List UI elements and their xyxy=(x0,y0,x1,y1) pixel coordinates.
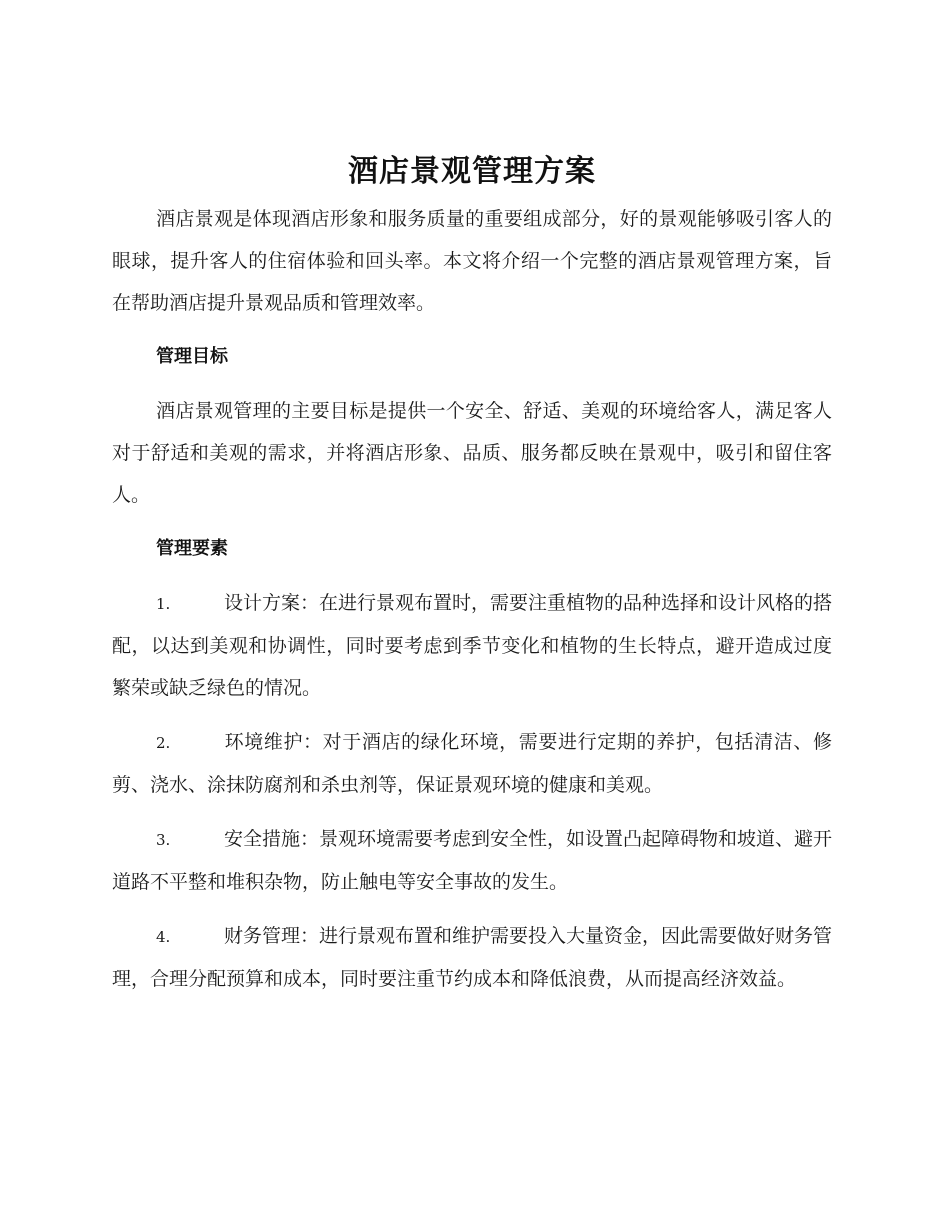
list-item xyxy=(112,721,832,806)
goals-paragraph: 酒店景观管理的主要目标是提供一个安全、舒适、美观的环境给客人，满足客人对于舒适和美观的需求，并将酒店形象、品质、服务都反映在景观中，吸引和留住客人。 xyxy=(112,400,832,506)
list-item-number: 4. xyxy=(156,928,171,946)
list-item xyxy=(112,582,832,709)
list-item-text: 环境维护：对于酒店的绿化环境，需要进行定期的养护，包括清洁、修剪、浇水、涂抹防腐剂和杀虫剂等，保证景观环境的健康和美观。 xyxy=(112,731,832,796)
intro-paragraph: 酒店景观是体现酒店形象和服务质量的重要组成部分，好的景观能够吸引客人的眼球，提升客人的住宿体验和回头率。本文将介绍一个完整的酒店景观管理方案，旨在帮助酒店提升景观品质和管理效率。 xyxy=(112,208,832,314)
section-heading-elements: 管理要素 xyxy=(156,538,228,559)
list-item xyxy=(112,818,832,903)
document-title: 酒店景观管理方案 xyxy=(348,154,596,189)
list-item-text: 安全措施：景观环境需要考虑到安全性，如设置凸起障碍物和坡道、避开道路不平整和堆积杂物，防止触电等安全事故的发生。 xyxy=(112,828,833,893)
list-item-text: 设计方案：在进行景观布置时，需要注重植物的品种选择和设计风格的搭配，以达到美观和协调性，同时要考虑到季节变化和植物的生长特点，避开造成过度繁荣或缺乏绿色的情况。 xyxy=(112,592,833,699)
list-item-number: 1. xyxy=(156,595,171,613)
list-item-text: 财务管理：进行景观布置和维护需要投入大量资金，因此需要做好财务管理，合理分配预算和成本，同时要注重节约成本和降低浪费，从而提高经济效益。 xyxy=(112,925,833,990)
section-heading-goals: 管理目标 xyxy=(156,346,228,367)
list-item xyxy=(112,915,832,1000)
document-body xyxy=(112,150,832,1000)
list-item-number: 3. xyxy=(156,831,171,849)
list-item-number: 2. xyxy=(156,734,171,752)
